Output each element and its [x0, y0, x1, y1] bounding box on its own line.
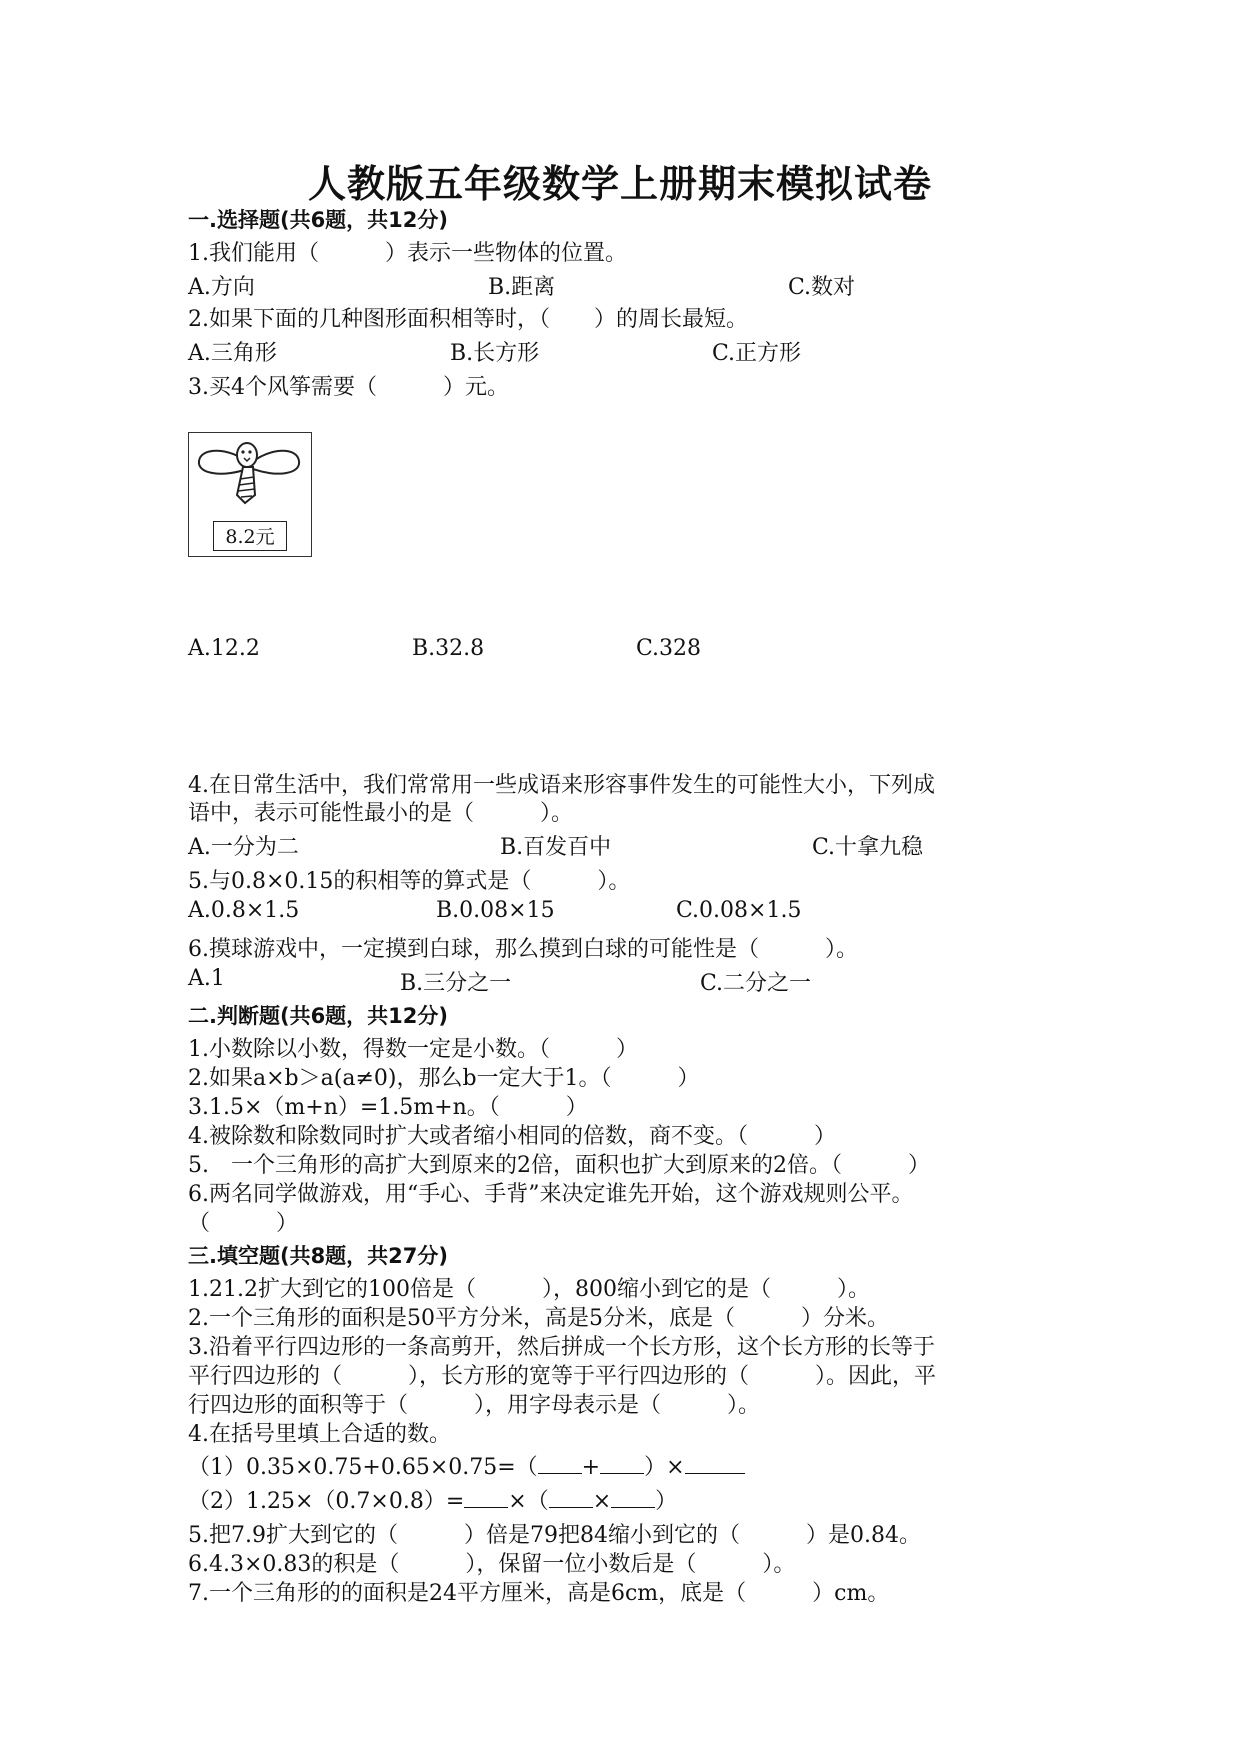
judge-q4: 4.被除数和除数同时扩大或者缩小相同的倍数，商不变。（ ）	[188, 1124, 836, 1149]
choice-q4-option-a: A.一分为二	[188, 835, 299, 860]
choice-q1-stem: 1.我们能用（ ）表示一些物体的位置。	[188, 241, 627, 266]
fill-q3-line1: 3.沿着平行四边形的一条高剪开，然后拼成一个长方形，这个长方形的长等于	[188, 1335, 935, 1360]
judge-q1: 1.小数除以小数，得数一定是小数。（ ）	[188, 1037, 638, 1062]
choice-q1-option-b: B.距离	[488, 275, 556, 300]
answer-blank[interactable]	[600, 1455, 644, 1474]
fill-q3-line3: 行四边形的面积等于（ ），用字母表示是（ ）。	[188, 1393, 761, 1418]
choice-q1-option-c: C.数对	[788, 275, 856, 300]
choice-q3-option-c: C.328	[636, 636, 702, 661]
choice-q4-option-b: B.百发百中	[500, 835, 612, 860]
section-heading-fill: 三.填空题(共8题，共27分)	[188, 1244, 449, 1268]
fill-q7: 7.一个三角形的的面积是24平方厘米，高是6cm，底是（ ）cm。	[188, 1581, 890, 1606]
answer-blank[interactable]	[464, 1489, 508, 1508]
choice-q1-option-a: A.方向	[188, 275, 255, 300]
kite-picture	[188, 432, 312, 557]
fill-q4-part2	[188, 1484, 677, 1515]
choice-q4-stem-line2: 语中，表示可能性最小的是（ ）。	[188, 801, 574, 826]
section-heading-judge: 二.判断题(共6题，共12分)	[188, 1004, 449, 1028]
fill-q5: 5.把7.9扩大到它的（ ）倍是79把84缩小到它的（ ）是0.84。	[188, 1523, 921, 1548]
choice-q3-stem: 3.买4个风筝需要（ ）元。	[188, 375, 509, 400]
answer-blank[interactable]	[611, 1489, 655, 1508]
judge-q6-line2: （ ）	[188, 1211, 299, 1236]
answer-blank[interactable]	[538, 1455, 582, 1474]
choice-q2-option-a: A.三角形	[188, 341, 277, 366]
choice-q5-option-a: A.0.8×1.5	[188, 898, 300, 923]
choice-q4-stem-line1: 4.在日常生活中，我们常常用一些成语来形容事件发生的可能性大小，下列成	[188, 773, 935, 798]
kite-price-tag: 8.2元	[213, 521, 287, 551]
choice-q3-option-b: B.32.8	[412, 636, 485, 661]
fill-q4-part1	[188, 1450, 745, 1481]
times-sign: ×	[592, 1489, 612, 1514]
choice-q4-option-c: C.十拿九稳	[812, 835, 924, 860]
judge-q6-line1: 6.两名同学做游戏，用“手心、手背”来决定谁先开始，这个游戏规则公平。	[188, 1182, 914, 1207]
fill-q4: 4.在括号里填上合适的数。	[188, 1422, 451, 1447]
close-paren: ）	[655, 1489, 678, 1514]
choice-q6-option-c: C.二分之一	[700, 971, 812, 996]
choice-q2-option-c: C.正方形	[712, 341, 802, 366]
times-paren: ×（	[508, 1489, 549, 1514]
answer-blank[interactable]	[549, 1489, 593, 1508]
fill-q1: 1.21.2扩大到它的100倍是（ ），800缩小到它的是（ ）。	[188, 1277, 870, 1302]
page-title: 人教版五年级数学上册期末模拟试卷	[307, 161, 932, 206]
judge-q5: 5. 一个三角形的高扩大到原来的2倍，面积也扩大到原来的2倍。（ ）	[188, 1153, 930, 1178]
choice-q6-option-a: A.1	[188, 966, 225, 991]
fill-q3-line2: 平行四边形的（ ），长方形的宽等于平行四边形的（ ）。因此，平	[188, 1364, 937, 1389]
choice-q2-stem: 2.如果下面的几种图形面积相等时，（ ）的周长最短。	[188, 307, 748, 332]
answer-blank[interactable]	[685, 1455, 745, 1474]
fill-q4-part1-expr: （1）0.35×0.75+0.65×0.75=（	[188, 1455, 538, 1480]
choice-q2-option-b: B.长方形	[450, 341, 540, 366]
fill-q6: 6.4.3×0.83的积是（ ），保留一位小数后是（ ）。	[188, 1552, 796, 1577]
choice-q5-option-c: C.0.08×1.5	[676, 898, 802, 923]
choice-q3-option-a: A.12.2	[188, 636, 260, 661]
judge-q2: 2.如果a×b＞a(a≠0)，那么b一定大于1。（ ）	[188, 1066, 700, 1091]
kite-icon	[189, 433, 310, 513]
plus-sign: +	[581, 1455, 601, 1480]
fill-q2: 2.一个三角形的面积是50平方分米，高是5分米，底是（ ）分米。	[188, 1306, 889, 1331]
judge-q3: 3.1.5×（m+n）=1.5m+n。（ ）	[188, 1095, 588, 1120]
section-heading-choice: 一.选择题(共6题，共12分)	[188, 208, 449, 232]
fill-q4-part2-expr: （2）1.25×（0.7×0.8）=	[188, 1489, 465, 1514]
choice-q6-stem: 6.摸球游戏中，一定摸到白球，那么摸到白球的可能性是（ ）。	[188, 937, 858, 962]
choice-q6-option-b: B.三分之一	[400, 971, 512, 996]
times-sign: ）×	[644, 1455, 685, 1480]
choice-q5-option-b: B.0.08×15	[436, 898, 555, 923]
choice-q5-stem: 5.与0.8×0.15的积相等的算式是（ ）。	[188, 869, 631, 894]
